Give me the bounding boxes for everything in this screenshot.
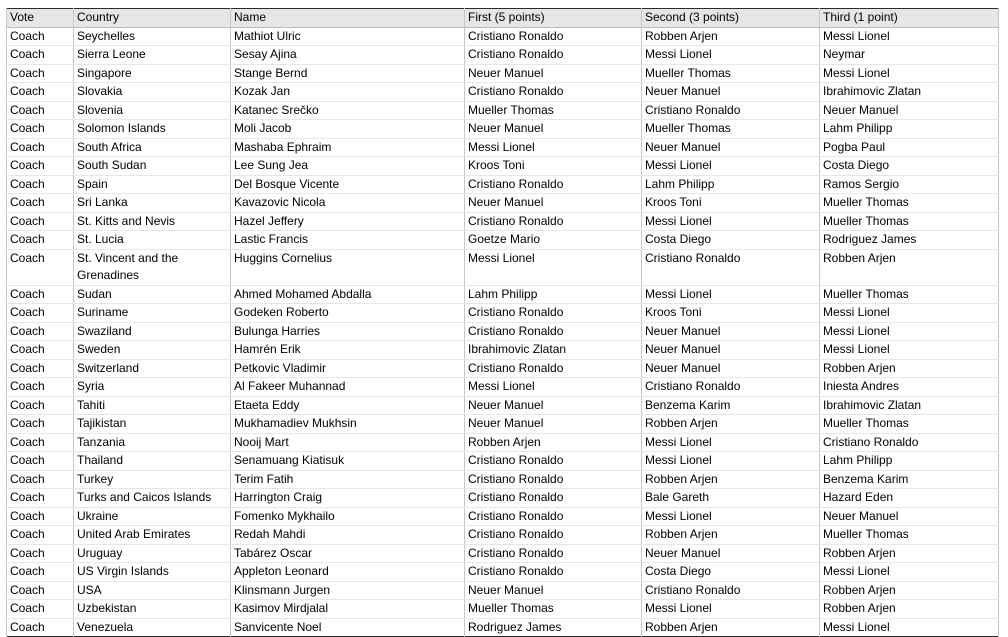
table-row (7, 507, 999, 526)
name-cell: Mukhamadiev Mukhsin (231, 415, 465, 434)
name-cell: Petkovic Vladimir (231, 359, 465, 378)
table-row (7, 452, 999, 471)
country-cell: St. Kitts and Nevis (74, 212, 231, 231)
third-choice-cell: Mueller Thomas (820, 194, 999, 213)
second-choice-cell: Benzema Karim (642, 396, 820, 415)
third-choice-cell: Messi Lionel (820, 64, 999, 83)
vote-cell: Coach (7, 231, 74, 250)
second-choice-cell: Robben Arjen (642, 470, 820, 489)
table-row (7, 581, 999, 600)
table-row (7, 415, 999, 434)
table-row (7, 304, 999, 323)
third-choice-cell: Neuer Manuel (820, 507, 999, 526)
first-choice-cell: Kroos Toni (465, 157, 642, 176)
first-choice-cell: Neuer Manuel (465, 415, 642, 434)
name-cell: Etaeta Eddy (231, 396, 465, 415)
country-cell: United Arab Emirates (74, 526, 231, 545)
vote-cell: Coach (7, 64, 74, 83)
vote-cell: Coach (7, 470, 74, 489)
first-choice-cell: Messi Lionel (465, 378, 642, 397)
vote-cell: Coach (7, 359, 74, 378)
table-row (7, 526, 999, 545)
third-choice-cell: Ramos Sergio (820, 175, 999, 194)
first-choice-cell: Cristiano Ronaldo (465, 563, 642, 582)
first-choice-cell: Rodriguez James (465, 618, 642, 637)
vote-cell: Coach (7, 581, 74, 600)
vote-cell: Coach (7, 194, 74, 213)
third-choice-cell: Messi Lionel (820, 304, 999, 323)
third-choice-cell: Lahm Philipp (820, 120, 999, 139)
second-choice-cell: Neuer Manuel (642, 341, 820, 360)
country-cell: Singapore (74, 64, 231, 83)
second-choice-cell: Cristiano Ronaldo (642, 581, 820, 600)
country-cell: Ukraine (74, 507, 231, 526)
table-row (7, 489, 999, 508)
vote-cell: Coach (7, 83, 74, 102)
vote-cell: Coach (7, 452, 74, 471)
table-row (7, 231, 999, 250)
vote-cell: Coach (7, 341, 74, 360)
vote-cell: Coach (7, 175, 74, 194)
table-row (7, 359, 999, 378)
country-cell: South Africa (74, 138, 231, 157)
country-cell: South Sudan (74, 157, 231, 176)
vote-cell: Coach (7, 322, 74, 341)
second-choice-cell: Costa Diego (642, 231, 820, 250)
table-row (7, 83, 999, 102)
name-cell: Senamuang Kiatisuk (231, 452, 465, 471)
vote-cell: Coach (7, 507, 74, 526)
country-cell: Tajikistan (74, 415, 231, 434)
table-row (7, 600, 999, 619)
country-cell: US Virgin Islands (74, 563, 231, 582)
column-header-name: Name (231, 9, 465, 28)
vote-cell: Coach (7, 138, 74, 157)
table-row (7, 563, 999, 582)
table-row (7, 27, 999, 46)
name-cell: Appleton Leonard (231, 563, 465, 582)
vote-cell: Coach (7, 563, 74, 582)
second-choice-cell: Cristiano Ronaldo (642, 101, 820, 120)
table-row (7, 64, 999, 83)
vote-cell: Coach (7, 285, 74, 304)
first-choice-cell: Cristiano Ronaldo (465, 304, 642, 323)
name-cell: Tabárez Oscar (231, 544, 465, 563)
name-cell: Sanvicente Noel (231, 618, 465, 637)
second-choice-cell: Kroos Toni (642, 304, 820, 323)
second-choice-cell: Messi Lionel (642, 433, 820, 452)
name-cell: Harrington Craig (231, 489, 465, 508)
column-header-second: Second (3 points) (642, 9, 820, 28)
table-row (7, 194, 999, 213)
first-choice-cell: Cristiano Ronaldo (465, 470, 642, 489)
vote-cell: Coach (7, 101, 74, 120)
name-cell: Al Fakeer Muhannad (231, 378, 465, 397)
third-choice-cell: Robben Arjen (820, 581, 999, 600)
first-choice-cell: Cristiano Ronaldo (465, 322, 642, 341)
country-cell: Seychelles (74, 27, 231, 46)
vote-cell: Coach (7, 157, 74, 176)
name-cell: Huggins Cornelius (231, 249, 465, 285)
table-row (7, 285, 999, 304)
vote-cell: Coach (7, 489, 74, 508)
third-choice-cell: Messi Lionel (820, 27, 999, 46)
third-choice-cell: Lahm Philipp (820, 452, 999, 471)
third-choice-cell: Messi Lionel (820, 563, 999, 582)
name-cell: Kozak Jan (231, 83, 465, 102)
country-cell: Tahiti (74, 396, 231, 415)
first-choice-cell: Cristiano Ronaldo (465, 27, 642, 46)
first-choice-cell: Cristiano Ronaldo (465, 526, 642, 545)
name-cell: Lastic Francis (231, 231, 465, 250)
column-header-vote: Vote (7, 9, 74, 28)
column-header-third: Third (1 point) (820, 9, 999, 28)
third-choice-cell: Robben Arjen (820, 359, 999, 378)
name-cell: Redah Mahdi (231, 526, 465, 545)
country-cell: Solomon Islands (74, 120, 231, 139)
table-row (7, 544, 999, 563)
name-cell: Bulunga Harries (231, 322, 465, 341)
second-choice-cell: Robben Arjen (642, 415, 820, 434)
third-choice-cell: Pogba Paul (820, 138, 999, 157)
third-choice-cell: Messi Lionel (820, 618, 999, 637)
vote-cell: Coach (7, 378, 74, 397)
second-choice-cell: Messi Lionel (642, 452, 820, 471)
first-choice-cell: Neuer Manuel (465, 581, 642, 600)
country-cell: Uzbekistan (74, 600, 231, 619)
second-choice-cell: Messi Lionel (642, 46, 820, 65)
country-cell: Tanzania (74, 433, 231, 452)
second-choice-cell: Cristiano Ronaldo (642, 378, 820, 397)
third-choice-cell: Mueller Thomas (820, 526, 999, 545)
country-cell: St. Vincent and the Grenadines (74, 249, 231, 285)
country-cell: Slovakia (74, 83, 231, 102)
country-cell: Spain (74, 175, 231, 194)
first-choice-cell: Mueller Thomas (465, 101, 642, 120)
header-row (7, 9, 999, 28)
third-choice-cell: Cristiano Ronaldo (820, 433, 999, 452)
second-choice-cell: Robben Arjen (642, 618, 820, 637)
vote-cell: Coach (7, 120, 74, 139)
second-choice-cell: Kroos Toni (642, 194, 820, 213)
name-cell: Godeken Roberto (231, 304, 465, 323)
first-choice-cell: Robben Arjen (465, 433, 642, 452)
country-cell: Swaziland (74, 322, 231, 341)
first-choice-cell: Neuer Manuel (465, 64, 642, 83)
second-choice-cell: Mueller Thomas (642, 120, 820, 139)
country-cell: Sudan (74, 285, 231, 304)
first-choice-cell: Cristiano Ronaldo (465, 507, 642, 526)
table-row (7, 138, 999, 157)
country-cell: Suriname (74, 304, 231, 323)
table-row (7, 322, 999, 341)
second-choice-cell: Costa Diego (642, 563, 820, 582)
third-choice-cell: Messi Lionel (820, 341, 999, 360)
third-choice-cell: Messi Lionel (820, 322, 999, 341)
first-choice-cell: Messi Lionel (465, 249, 642, 285)
second-choice-cell: Neuer Manuel (642, 322, 820, 341)
first-choice-cell: Lahm Philipp (465, 285, 642, 304)
country-cell: Syria (74, 378, 231, 397)
name-cell: Terim Fatih (231, 470, 465, 489)
first-choice-cell: Cristiano Ronaldo (465, 489, 642, 508)
table-row (7, 378, 999, 397)
vote-cell: Coach (7, 249, 74, 285)
first-choice-cell: Cristiano Ronaldo (465, 544, 642, 563)
first-choice-cell: Mueller Thomas (465, 600, 642, 619)
second-choice-cell: Robben Arjen (642, 526, 820, 545)
table-row (7, 212, 999, 231)
vote-cell: Coach (7, 433, 74, 452)
third-choice-cell: Hazard Eden (820, 489, 999, 508)
country-cell: Turkey (74, 470, 231, 489)
country-cell: St. Lucia (74, 231, 231, 250)
name-cell: Nooij Mart (231, 433, 465, 452)
name-cell: Fomenko Mykhailo (231, 507, 465, 526)
third-choice-cell: Neuer Manuel (820, 101, 999, 120)
table-row (7, 175, 999, 194)
first-choice-cell: Cristiano Ronaldo (465, 452, 642, 471)
country-cell: USA (74, 581, 231, 600)
third-choice-cell: Robben Arjen (820, 544, 999, 563)
second-choice-cell: Messi Lionel (642, 285, 820, 304)
second-choice-cell: Neuer Manuel (642, 138, 820, 157)
third-choice-cell: Neymar (820, 46, 999, 65)
vote-cell: Coach (7, 544, 74, 563)
first-choice-cell: Cristiano Ronaldo (465, 46, 642, 65)
name-cell: Ahmed Mohamed Abdalla (231, 285, 465, 304)
name-cell: Mathiot Ulric (231, 27, 465, 46)
second-choice-cell: Messi Lionel (642, 157, 820, 176)
vote-cell: Coach (7, 396, 74, 415)
table-row (7, 396, 999, 415)
third-choice-cell: Robben Arjen (820, 600, 999, 619)
second-choice-cell: Neuer Manuel (642, 359, 820, 378)
name-cell: Katanec Srečko (231, 101, 465, 120)
first-choice-cell: Neuer Manuel (465, 194, 642, 213)
country-cell: Venezuela (74, 618, 231, 637)
third-choice-cell: Mueller Thomas (820, 212, 999, 231)
table-row (7, 470, 999, 489)
vote-cell: Coach (7, 304, 74, 323)
name-cell: Klinsmann Jurgen (231, 581, 465, 600)
vote-cell: Coach (7, 212, 74, 231)
table-row (7, 46, 999, 65)
country-cell: Switzerland (74, 359, 231, 378)
second-choice-cell: Neuer Manuel (642, 83, 820, 102)
country-cell: Sri Lanka (74, 194, 231, 213)
name-cell: Sesay Ajina (231, 46, 465, 65)
second-choice-cell: Messi Lionel (642, 507, 820, 526)
name-cell: Del Bosque Vicente (231, 175, 465, 194)
first-choice-cell: Cristiano Ronaldo (465, 212, 642, 231)
first-choice-cell: Neuer Manuel (465, 396, 642, 415)
first-choice-cell: Messi Lionel (465, 138, 642, 157)
table-body (7, 27, 999, 637)
country-cell: Thailand (74, 452, 231, 471)
name-cell: Kasimov Mirdjalal (231, 600, 465, 619)
table-row (7, 157, 999, 176)
third-choice-cell: Rodriguez James (820, 231, 999, 250)
vote-cell: Coach (7, 27, 74, 46)
first-choice-cell: Cristiano Ronaldo (465, 359, 642, 378)
second-choice-cell: Mueller Thomas (642, 64, 820, 83)
name-cell: Lee Sung Jea (231, 157, 465, 176)
table-row (7, 120, 999, 139)
name-cell: Kavazovic Nicola (231, 194, 465, 213)
second-choice-cell: Robben Arjen (642, 27, 820, 46)
table-row (7, 618, 999, 637)
name-cell: Moli Jacob (231, 120, 465, 139)
country-cell: Sweden (74, 341, 231, 360)
name-cell: Stange Bernd (231, 64, 465, 83)
first-choice-cell: Cristiano Ronaldo (465, 83, 642, 102)
table-row (7, 249, 999, 285)
table-row (7, 341, 999, 360)
first-choice-cell: Ibrahimovic Zlatan (465, 341, 642, 360)
second-choice-cell: Messi Lionel (642, 600, 820, 619)
third-choice-cell: Iniesta Andres (820, 378, 999, 397)
name-cell: Hazel Jeffery (231, 212, 465, 231)
vote-cell: Coach (7, 415, 74, 434)
second-choice-cell: Lahm Philipp (642, 175, 820, 194)
first-choice-cell: Goetze Mario (465, 231, 642, 250)
second-choice-cell: Cristiano Ronaldo (642, 249, 820, 285)
second-choice-cell: Messi Lionel (642, 212, 820, 231)
second-choice-cell: Neuer Manuel (642, 544, 820, 563)
first-choice-cell: Neuer Manuel (465, 120, 642, 139)
third-choice-cell: Mueller Thomas (820, 415, 999, 434)
country-cell: Uruguay (74, 544, 231, 563)
third-choice-cell: Robben Arjen (820, 249, 999, 285)
column-header-first: First (5 points) (465, 9, 642, 28)
first-choice-cell: Cristiano Ronaldo (465, 175, 642, 194)
name-cell: Mashaba Ephraim (231, 138, 465, 157)
third-choice-cell: Ibrahimovic Zlatan (820, 83, 999, 102)
table-row (7, 101, 999, 120)
vote-cell: Coach (7, 600, 74, 619)
third-choice-cell: Costa Diego (820, 157, 999, 176)
vote-cell: Coach (7, 618, 74, 637)
column-header-country: Country (74, 9, 231, 28)
second-choice-cell: Bale Gareth (642, 489, 820, 508)
country-cell: Slovenia (74, 101, 231, 120)
third-choice-cell: Mueller Thomas (820, 285, 999, 304)
votes-table (6, 8, 999, 637)
third-choice-cell: Benzema Karim (820, 470, 999, 489)
third-choice-cell: Ibrahimovic Zlatan (820, 396, 999, 415)
table-row (7, 433, 999, 452)
vote-cell: Coach (7, 526, 74, 545)
vote-cell: Coach (7, 46, 74, 65)
name-cell: Hamrén Erik (231, 341, 465, 360)
country-cell: Sierra Leone (74, 46, 231, 65)
country-cell: Turks and Caicos Islands (74, 489, 231, 508)
